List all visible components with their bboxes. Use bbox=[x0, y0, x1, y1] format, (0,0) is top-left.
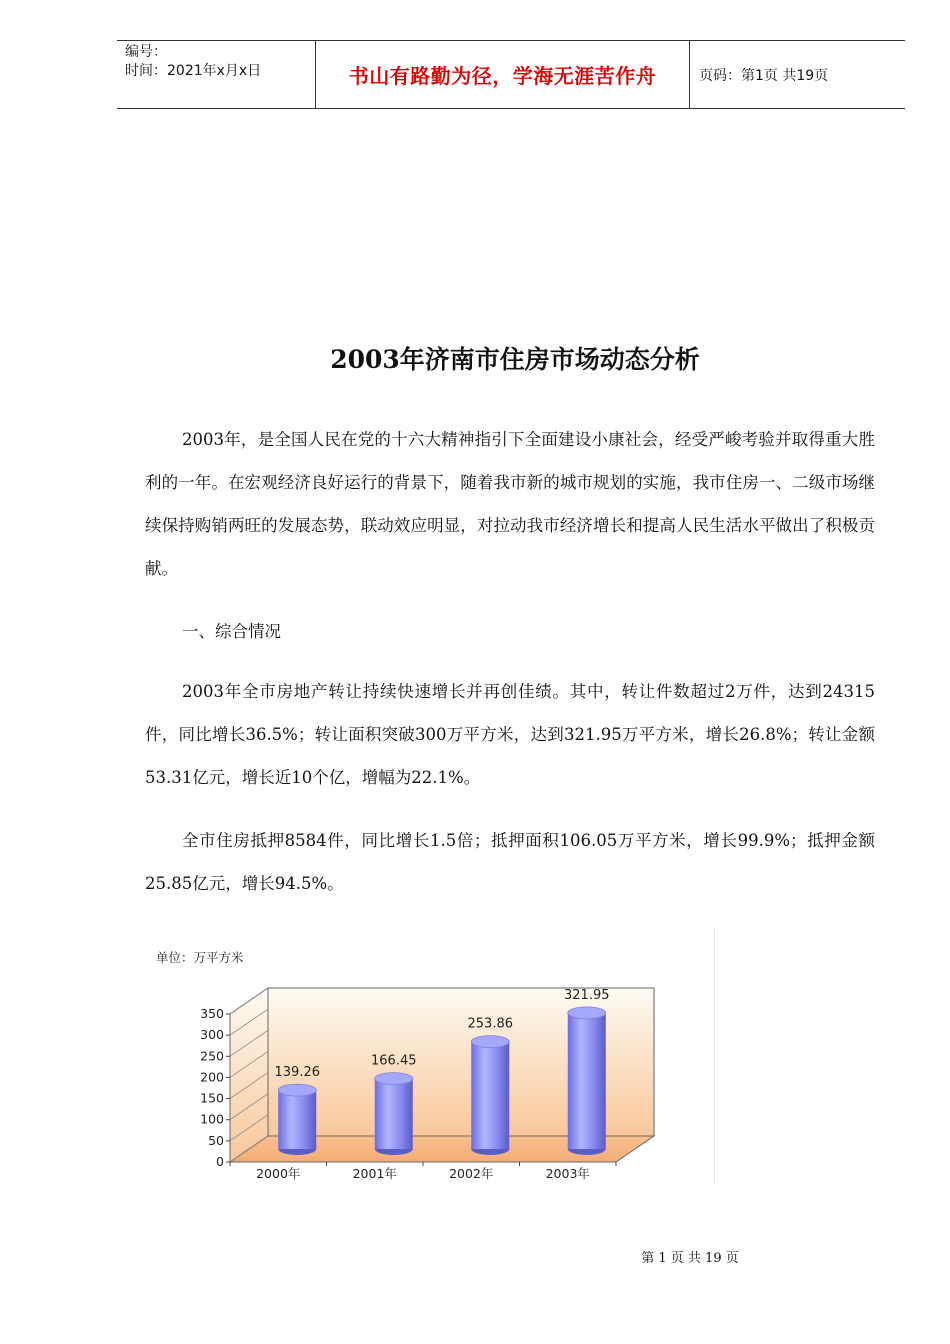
chart-bar bbox=[278, 1084, 316, 1155]
chart-y-tick-label: 0 bbox=[216, 1154, 224, 1169]
paragraph-mortgage: 全市住房抵押8584件，同比增长1.5倍；抵押面积106.05万平方米，增长99.9%；抵押金额25.85亿元，增长94.5%。 bbox=[145, 831, 875, 893]
chart-x-tick-label: 2001年 bbox=[352, 1166, 397, 1181]
chart-bar bbox=[568, 1007, 606, 1155]
chart-data-label: 321.95 bbox=[564, 987, 610, 1003]
chart-data-label: 166.45 bbox=[371, 1053, 417, 1069]
chart-bar-body bbox=[375, 1079, 413, 1149]
chart-y-tick-label: 50 bbox=[208, 1132, 224, 1148]
chart-y-tick-label: 200 bbox=[200, 1069, 224, 1085]
chart-y-tick-label: 300 bbox=[200, 1027, 224, 1043]
chart-y-tick-label: 350 bbox=[200, 1006, 224, 1021]
chart-data-label: 139.26 bbox=[274, 1065, 320, 1081]
chart-x-tick-label: 2000年 bbox=[256, 1166, 301, 1181]
chart-y-tick-label: 100 bbox=[200, 1111, 224, 1127]
chart-left-wall bbox=[230, 988, 268, 1162]
chart-bar bbox=[375, 1073, 413, 1155]
chart-x-tick-label: 2002年 bbox=[449, 1166, 494, 1181]
serial-label: 编号： bbox=[125, 44, 167, 60]
chart-x-axis bbox=[230, 1162, 616, 1181]
chart-unit-label: 单位：万平方米 bbox=[156, 950, 244, 965]
chart-data-label: 253.86 bbox=[467, 1016, 513, 1032]
area-bar-chart bbox=[148, 928, 715, 1184]
chart-y-tick-label: 250 bbox=[200, 1048, 224, 1064]
time-label: 时间：2021年x月x日 bbox=[125, 63, 262, 79]
chart-bar-body bbox=[568, 1013, 606, 1149]
paragraph-intro: 2003年，是全国人民在党的十六大精神指引下全面建设小康社会，经受严峻考验并取得重大胜利的一年。在宏观经济良好运行的背景下，随着我市新的城市规划的实施，我市住房一、二级市场继续保持购销两旺的发展态势，联动效应明显，对拉动我市经济增长和提高人民生活水平做出了积极贡献。 bbox=[145, 430, 875, 578]
chart-bar bbox=[471, 1036, 509, 1155]
page-footer: 第 1 页 共 19 页 bbox=[641, 1251, 739, 1266]
section-heading: 一、综合情况 bbox=[182, 622, 281, 641]
chart-y-tick-label: 150 bbox=[200, 1090, 224, 1106]
chart-bar-top bbox=[471, 1036, 509, 1048]
header-meta bbox=[125, 43, 315, 81]
header-page-info: 页码：第1页 共19页 bbox=[699, 67, 829, 84]
header-motto: 书山有路勤为径，学海无涯苦作舟 bbox=[348, 64, 657, 88]
paragraph-transfer: 2003年全市房地产转让持续快速增长并再创佳绩。其中，转让件数超过2万件，达到24315件，同比增长36.5%；转让面积突破300万平方米，达到321.95万平方米，增长26.8%；转让金额53.31亿元，增长近10个亿，增幅为22.1%。 bbox=[145, 682, 875, 787]
chart-bar-top bbox=[375, 1073, 413, 1085]
page-header bbox=[117, 40, 905, 109]
chart-x-tick-label: 2003年 bbox=[545, 1166, 590, 1181]
header-divider bbox=[689, 41, 690, 108]
chart-bar-body bbox=[471, 1042, 509, 1149]
chart-bar-top bbox=[568, 1007, 606, 1019]
chart-canvas bbox=[148, 928, 714, 1184]
chart-bar-body bbox=[278, 1090, 316, 1149]
chart-bar-top bbox=[278, 1084, 316, 1096]
document-title: 2003年济南市住房市场动态分析 bbox=[330, 345, 700, 374]
